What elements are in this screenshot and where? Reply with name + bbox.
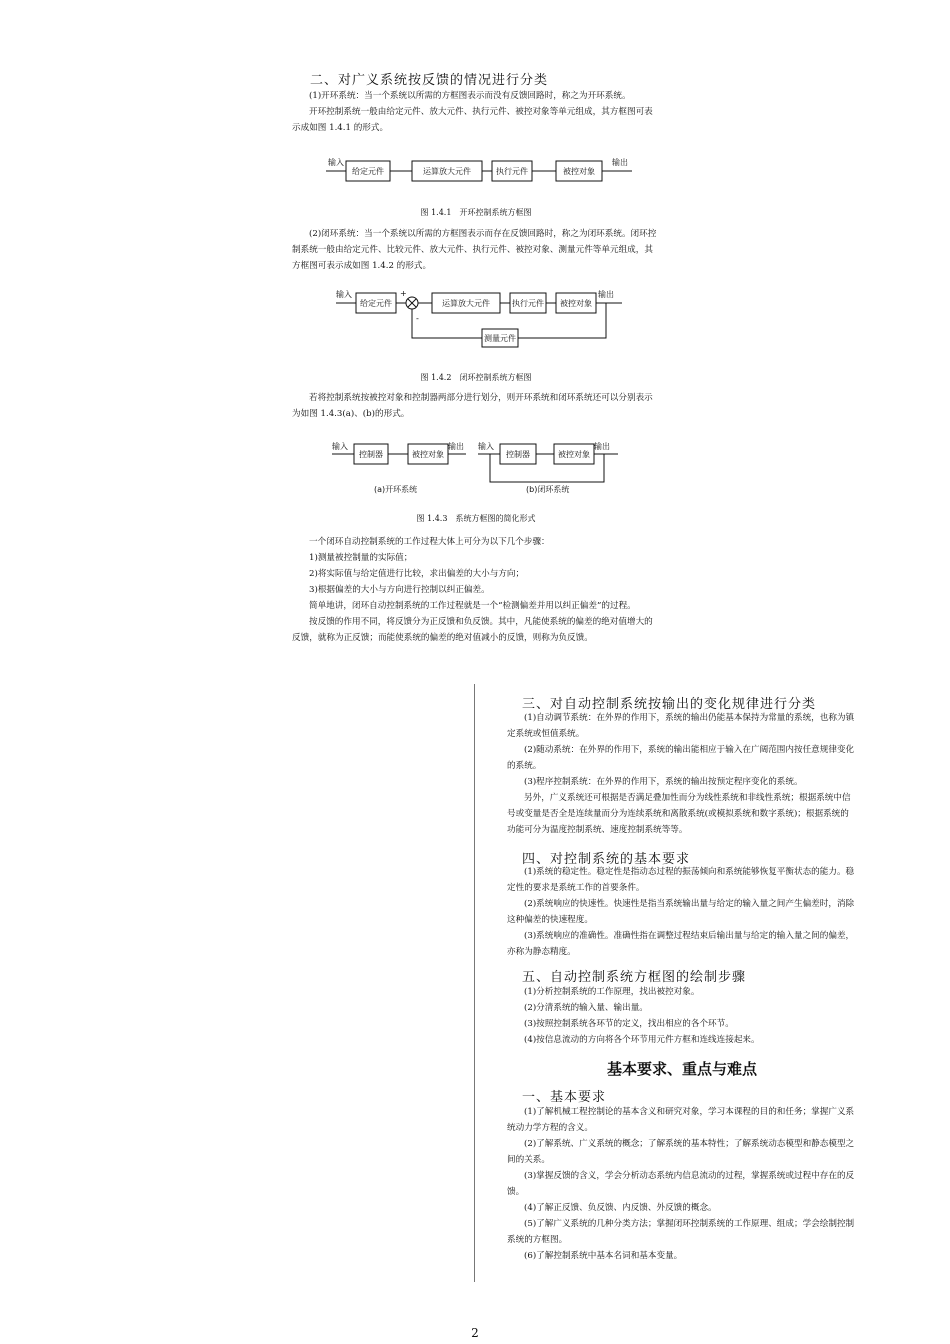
step-2: 2)将实际值与给定值进行比较，求出偏差的大小与方向； bbox=[309, 569, 525, 579]
requirement-3: (3)系统响应的准确性。准确性指在调整过程结束后输出量与给定的输入量之间的偏差，亦称为静态精度。 bbox=[507, 931, 855, 957]
fig3a-controller-label: 控制器 bbox=[359, 450, 383, 459]
basic-req-6: (6)了解控制系统中基本名词和基本变量。 bbox=[524, 1251, 683, 1261]
fig3-label-a: (a)开环系统 bbox=[374, 485, 418, 494]
chapter-summary-title: 基本要求、重点与难点 bbox=[606, 1060, 757, 1078]
fig3-label-b: (b)闭环系统 bbox=[526, 485, 570, 494]
fig2-minus: - bbox=[416, 314, 419, 323]
paragraph-simplified-forms: 若将控制系统按被控对象和控制器两部分进行划分，则开环系统和闭环系统还可以分别表示为如图 1.4.3(a)、(b)的形式。 bbox=[292, 393, 653, 419]
basic-req-1: (1)了解机械工程控制论的基本含义和研究对象，学习本课程的目的和任务；掌握广义系统动力学方程的含义。 bbox=[507, 1107, 855, 1133]
paragraph-steps-intro: 一个闭环自动控制系统的工作过程大体上可分为以下几个步骤： bbox=[309, 537, 550, 547]
fig1-box-plant-label: 被控对象 bbox=[563, 167, 595, 176]
requirement-2: (2)系统响应的快速性。快速性是指当系统输出量与给定的输入量之间产生偏差时，消除这种偏差的快速程度。 bbox=[507, 899, 855, 925]
fig3-input-b: 输入 bbox=[478, 442, 494, 451]
fig1-box-setpoint-label: 给定元件 bbox=[352, 167, 384, 176]
paragraph-closed-loop: (2)闭环系统：当一个系统以所需的方框图表示而存在反馈回路时，称之为闭环系统。闭环控制系统一般由给定元件、比较元件、放大元件、执行元件、被控对象、测量元件等单元组成，其方框图可表示成如图 1.4.2 的形式。 bbox=[292, 229, 657, 271]
fig1-box-actuator-label: 执行元件 bbox=[496, 167, 528, 176]
basic-req-3: (3)掌握反馈的含义，学会分析动态系统内信息流动的过程，掌握系统或过程中存在的反馈。 bbox=[507, 1171, 855, 1197]
drawing-step-2: (2)分清系统的输入量、输出量。 bbox=[524, 1003, 648, 1013]
paragraph-feedback-types: 按反馈的作用不同，将反馈分为正反馈和负反馈。其中，凡能使系统的偏差的绝对值增大的反馈，就称为正反馈；而能使系统的偏差的绝对值减小的反馈，则称为负反馈。 bbox=[292, 617, 653, 643]
fig2-box-sensor-label: 测量元件 bbox=[484, 334, 516, 343]
fig2-output-label: 输出 bbox=[598, 290, 614, 299]
paragraph-open-loop-components: 开环控制系统一般由给定元件、放大元件、执行元件、被控对象等单元组成，其方框图可表示成如图 1.4.1 的形式。 bbox=[292, 107, 653, 133]
fig3-output-b: 输出 bbox=[594, 442, 610, 451]
fig3b-controller-label: 控制器 bbox=[506, 450, 530, 459]
column-divider bbox=[474, 684, 475, 1282]
basic-req-4: (4)了解正反馈、负反馈、内反馈、外反馈的概念。 bbox=[524, 1203, 717, 1213]
figure-1-4-3-simplified-diagrams bbox=[330, 440, 620, 498]
drawing-step-3: (3)按照控制系统各环节的定义，找出相应的各个环节。 bbox=[524, 1019, 734, 1029]
right-para-1: (1)自动调节系统：在外界的作用下，系统的输出仍能基本保持为常量的系统，也称为镇定系统或恒值系统。 bbox=[507, 713, 855, 739]
basic-requirements-heading: 一、基本要求 bbox=[522, 1090, 607, 1105]
figure-1-4-2-closed-loop-diagram bbox=[334, 287, 624, 353]
basic-req-5: (5)了解广义系统的几种分类方法；掌握闭环控制系统的工作原理、组成；学会绘制控制系统的方框图。 bbox=[507, 1219, 855, 1245]
figure-1-4-2-caption: 图 1.4.2 闭环控制系统方框图 bbox=[420, 373, 532, 382]
fig3b-plant-label: 被控对象 bbox=[558, 450, 590, 459]
fig1-input-label: 输入 bbox=[328, 158, 344, 167]
section-2-heading: 二、对广义系统按反馈的情况进行分类 bbox=[310, 73, 549, 88]
right-para-2: (2)随动系统：在外界的作用下，系统的输出能相应于输入在广阔范围内按任意规律变化的系统。 bbox=[507, 745, 855, 771]
step-3: 3)根据偏差的大小与方向进行控制以纠正偏差。 bbox=[309, 585, 490, 595]
requirement-1: (1)系统的稳定性。稳定性是指动态过程的振荡倾向和系统能够恢复平衡状态的能力。稳定性的要求是系统工作的首要条件。 bbox=[507, 867, 855, 893]
step-1: 1)测量被控制量的实际值； bbox=[309, 553, 413, 563]
fig1-box-amplifier-label: 运算放大元件 bbox=[423, 167, 471, 176]
paragraph-summary: 简单地讲，闭环自动控制系统的工作过程就是一个“检测偏差并用以纠正偏差”的过程。 bbox=[309, 601, 636, 611]
figure-1-4-1-caption: 图 1.4.1 开环控制系统方框图 bbox=[420, 208, 532, 217]
fig2-box-amplifier-label: 运算放大元件 bbox=[442, 299, 490, 308]
fig3-input-a: 输入 bbox=[332, 442, 348, 451]
section-5-heading: 五、自动控制系统方框图的绘制步骤 bbox=[522, 970, 747, 985]
fig1-output-label: 输出 bbox=[612, 158, 628, 167]
page-number: 2 bbox=[471, 1326, 479, 1340]
figure-1-4-1-open-loop-diagram bbox=[324, 150, 636, 190]
figure-1-4-3-caption: 图 1.4.3 系统方框图的简化形式 bbox=[416, 514, 536, 523]
fig2-box-setpoint-label: 给定元件 bbox=[360, 299, 392, 308]
basic-req-2: (2)了解系统、广义系统的概念；了解系统的基本特性；了解系统动态模型和静态模型之间的关系。 bbox=[507, 1139, 855, 1165]
paragraph-open-loop: (1)开环系统：当一个系统以所需的方框图表示而没有反馈回路时，称之为开环系统。 bbox=[309, 91, 631, 101]
right-para-4: 另外，广义系统还可根据是否满足叠加性而分为线性系统和非线性系统；根据系统中信号或变量是否全是连续量而分为连续系统和离散系统(或模拟系统和数字系统)；根据系统的功能可分为温度控制系统、速度控制系统等等。 bbox=[507, 793, 851, 835]
fig2-box-plant-label: 被控对象 bbox=[560, 299, 592, 308]
right-para-3: (3)程序控制系统：在外界的作用下，系统的输出按预定程序变化的系统。 bbox=[524, 777, 803, 787]
fig3-output-a: 输出 bbox=[448, 442, 464, 451]
fig3a-plant-label: 被控对象 bbox=[412, 450, 444, 459]
section-4-heading: 四、对控制系统的基本要求 bbox=[522, 852, 691, 867]
fig2-input-label: 输入 bbox=[336, 290, 352, 299]
section-3-heading: 三、对自动控制系统按输出的变化规律进行分类 bbox=[522, 697, 817, 712]
fig2-plus: + bbox=[400, 289, 407, 298]
drawing-step-4: (4)按信息流动的方向将各个环节用元件方框和连线连接起来。 bbox=[524, 1035, 760, 1045]
fig2-box-actuator-label: 执行元件 bbox=[512, 299, 544, 308]
drawing-step-1: (1)分析控制系统的工作原理，找出被控对象。 bbox=[524, 987, 700, 997]
